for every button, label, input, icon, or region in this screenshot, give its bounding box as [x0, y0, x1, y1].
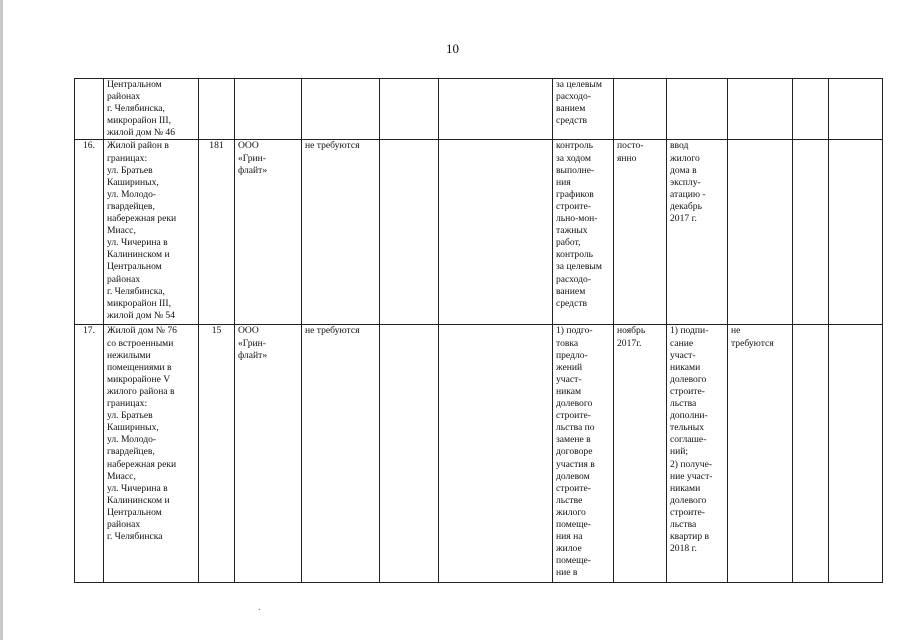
cell-result: ввод жилого дома в эксплу- атацию - декабрь 2017 г.	[667, 140, 728, 325]
cell-quantity: 15	[199, 325, 235, 583]
page-number: 10	[446, 41, 459, 56]
cell-result	[667, 79, 728, 140]
program-table	[74, 78, 883, 583]
cell-blank	[380, 140, 439, 325]
cell-quantity: 181	[199, 140, 235, 325]
cell-measures: 1) подго- товка предло- жений участ- никам долевого строите- льства по замене в договоре участия в долевом строите- льстве жилого помеще- ния на жилое помеще- ние в	[553, 325, 614, 583]
cell-blank	[439, 79, 553, 140]
cell-blank	[439, 140, 553, 325]
cell-row-number: 17.	[75, 325, 104, 583]
cell-measures: контроль за ходом выполне- ния графиков строите- льно-мон- тажных работ, контроль за целевым расходо- ванием средств	[553, 140, 614, 325]
cell-developer: ООО «Грин- флайт»	[235, 325, 302, 583]
cell-deadline: посто- янно	[614, 140, 667, 325]
table-row	[75, 325, 883, 583]
cell-blank	[380, 79, 439, 140]
cell-funding	[728, 79, 793, 140]
cell-row-number	[75, 79, 104, 140]
table-row	[75, 79, 883, 140]
cell-quantity	[199, 79, 235, 140]
cell-object-name: Центральном районах г. Челябинска, микрорайон III, жилой дом № 46	[104, 79, 199, 140]
cell-blank	[380, 325, 439, 583]
cell-blank	[793, 79, 829, 140]
cell-blank	[829, 140, 883, 325]
cell-blank	[793, 325, 829, 583]
cell-deadline: ноябрь 2017г.	[614, 325, 667, 583]
footer-mark: .	[258, 602, 261, 613]
scan-edge	[0, 0, 3, 640]
cell-blank	[829, 325, 883, 583]
table-row	[75, 140, 883, 325]
cell-funding	[728, 140, 793, 325]
cell-measures: за целевым расходо- ванием средств	[553, 79, 614, 140]
cell-developer: ООО «Грин- флайт»	[235, 140, 302, 325]
cell-requirement: не требуются	[302, 325, 380, 583]
cell-requirement	[302, 79, 380, 140]
cell-requirement: не требуются	[302, 140, 380, 325]
cell-object-name: Жилой дом № 76 со встроенными нежилыми помещениями в микрорайоне V жилого района в границах: ул. Братьев Кашириных, ул. Молодо- гвардейцев, набережная реки Миасс, ул. Чичерина в Калининском и Центральном районах г. Челябинска	[104, 325, 199, 583]
cell-object-name: Жилой район в границах: ул. Братьев Кашириных, ул. Молодо- гвардейцев, набережная реки Миасс, ул. Чичерина в Калининском и Центральном районах г. Челябинска, микрорайон III, жилой дом № 54	[104, 140, 199, 325]
cell-row-number: 16.	[75, 140, 104, 325]
cell-blank	[793, 140, 829, 325]
cell-result: 1) подпи- сание участ- никами долевого строите- льства дополни- тельных соглаше- ний; 2) получе- ние участ- никами долевого строите- льства квартир в 2018 г.	[667, 325, 728, 583]
cell-deadline	[614, 79, 667, 140]
cell-developer	[235, 79, 302, 140]
cell-blank	[439, 325, 553, 583]
cell-blank	[829, 79, 883, 140]
cell-funding: не требуются	[728, 325, 793, 583]
